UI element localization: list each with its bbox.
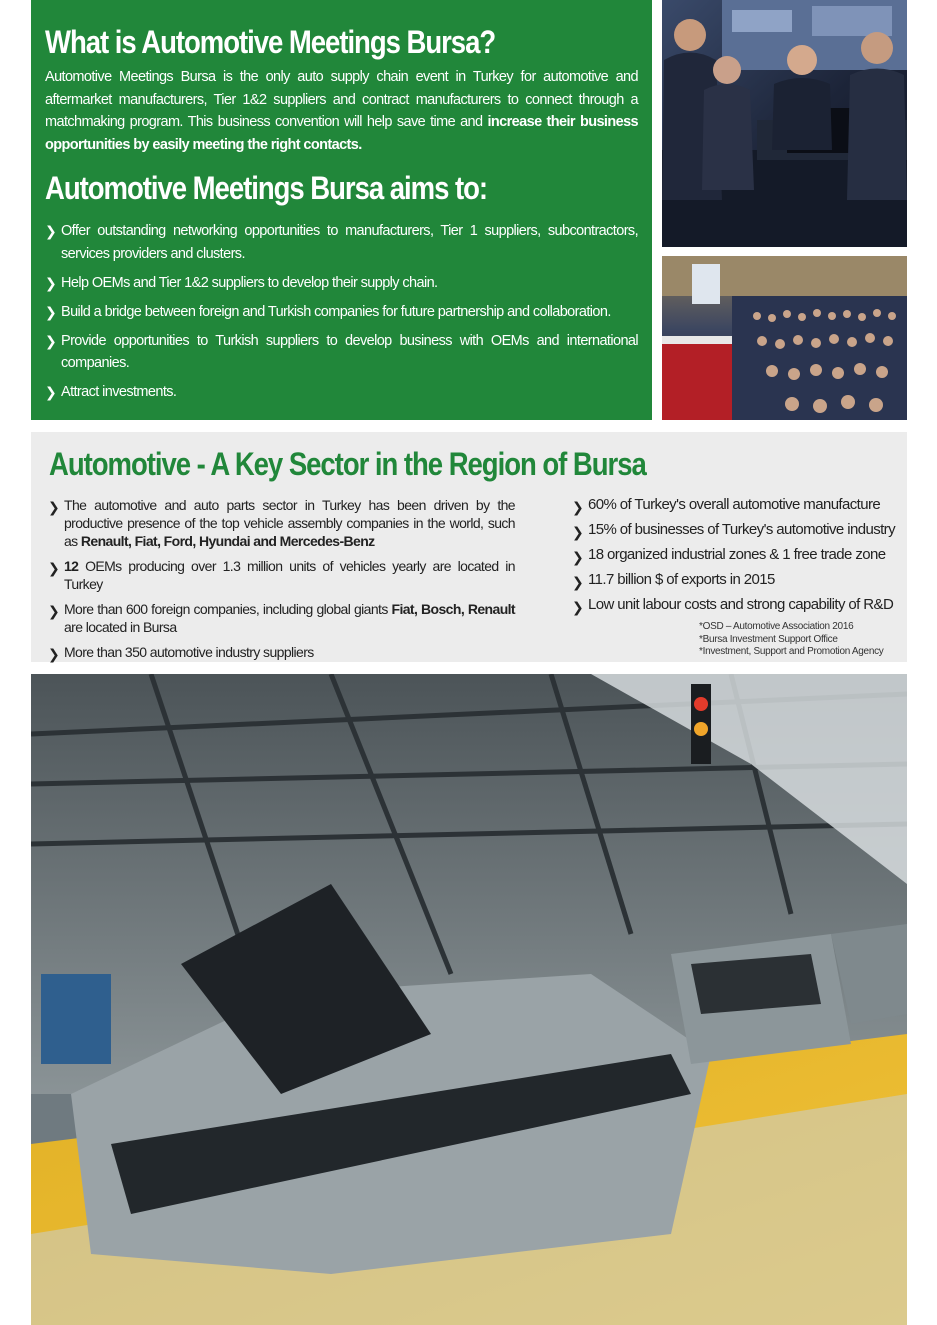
intro-title: What is Automotive Meetings Bursa? bbox=[45, 24, 496, 60]
source-line: *OSD – Automotive Association 2016 bbox=[699, 621, 854, 632]
intro-text bbox=[45, 66, 638, 156]
intro-text-regular: Automotive Meetings Bursa is the only auto supply chain event in Turkey for automotive and aftermarket manufacturers, Tier 1&2 suppliers and contract manufacturers to connect through a matchmaking program. This business convention will help save time and bbox=[45, 69, 638, 130]
aims-item: ❯ Attract investments. bbox=[45, 384, 177, 400]
chevron-right-icon: ❯ bbox=[48, 560, 60, 576]
conference-illustration bbox=[662, 256, 907, 420]
chevron-right-icon: ❯ bbox=[572, 499, 584, 515]
aims-list bbox=[45, 220, 638, 404]
assembly-line-illustration bbox=[31, 674, 907, 1325]
stat-item: ❯ 18 organized industrial zones & 1 free trade zone bbox=[572, 546, 886, 565]
sector-item: ❯ More than 350 automotive industry suppliers bbox=[48, 644, 314, 662]
chevron-right-icon: ❯ bbox=[48, 499, 60, 515]
chevron-right-icon: ❯ bbox=[572, 574, 584, 590]
chevron-right-icon: ❯ bbox=[48, 646, 60, 662]
chevron-right-icon: ❯ bbox=[45, 223, 57, 239]
sector-item: ❯ More than 600 foreign companies, including global giants Fiat, Bosch, Renault are located in Bursa bbox=[48, 601, 515, 635]
sector-item: ❯ The automotive and auto parts sector in Turkey has been driven by the productive presence of the top vehicle assembly companies in the world, such as Renault, Fiat, Ford, Hyundai and Mercedes-Benz bbox=[48, 497, 515, 549]
chevron-right-icon: ❯ bbox=[45, 303, 57, 320]
chevron-right-icon: ❯ bbox=[572, 524, 584, 540]
sector-panel bbox=[31, 432, 907, 662]
source-line: *Bursa Investment Support Office bbox=[699, 633, 838, 645]
chevron-right-icon: ❯ bbox=[572, 599, 584, 615]
sector-title: Automotive - A Key Sector in the Region of Bursa bbox=[49, 446, 646, 482]
stat-item: ❯ 60% of Turkey's overall automotive manufacture bbox=[572, 496, 881, 515]
assembly-line-photo bbox=[31, 674, 907, 1325]
source-line: *Investment, Support and Promotion Agency bbox=[699, 646, 884, 657]
stat-item: ❯ 15% of businesses of Turkey's automotive industry bbox=[572, 521, 895, 540]
aims-item: ❯ Build a bridge between foreign and Turkish companies for future partnership and collaboration. bbox=[45, 303, 611, 320]
chevron-right-icon: ❯ bbox=[572, 549, 584, 565]
meeting-illustration bbox=[662, 0, 907, 247]
chevron-right-icon: ❯ bbox=[45, 332, 57, 349]
chevron-right-icon: ❯ bbox=[45, 384, 57, 400]
sector-list-right bbox=[572, 496, 902, 621]
stat-item: ❯ 11.7 billion $ of exports in 2015 bbox=[572, 571, 775, 590]
meeting-photo bbox=[662, 0, 907, 247]
chevron-right-icon: ❯ bbox=[45, 274, 57, 291]
conference-photo bbox=[662, 256, 907, 420]
sources-note bbox=[699, 621, 883, 659]
aims-item: ❯ Provide opportunities to Turkish suppliers to develop business with OEMs and international companies. bbox=[45, 332, 638, 371]
sector-list-left bbox=[48, 496, 515, 668]
aims-item: ❯ Offer outstanding networking opportunities to manufacturers, Tier 1 suppliers, subcontractors, services providers and clusters. bbox=[45, 223, 638, 262]
chevron-right-icon: ❯ bbox=[48, 603, 60, 619]
sector-item: ❯ 12 OEMs producing over 1.3 million units of vehicles yearly are located in Turkey bbox=[48, 558, 515, 592]
intro-text-bold: increase their business opportunities by easily meeting the right contacts. bbox=[45, 114, 639, 153]
stat-item: ❯ Low unit labour costs and strong capability of R&D bbox=[572, 596, 894, 615]
aims-title: Automotive Meetings Bursa aims to: bbox=[45, 170, 487, 206]
aims-item: ❯ Help OEMs and Tier 1&2 suppliers to develop their supply chain. bbox=[45, 274, 438, 291]
intro-panel bbox=[31, 0, 652, 420]
